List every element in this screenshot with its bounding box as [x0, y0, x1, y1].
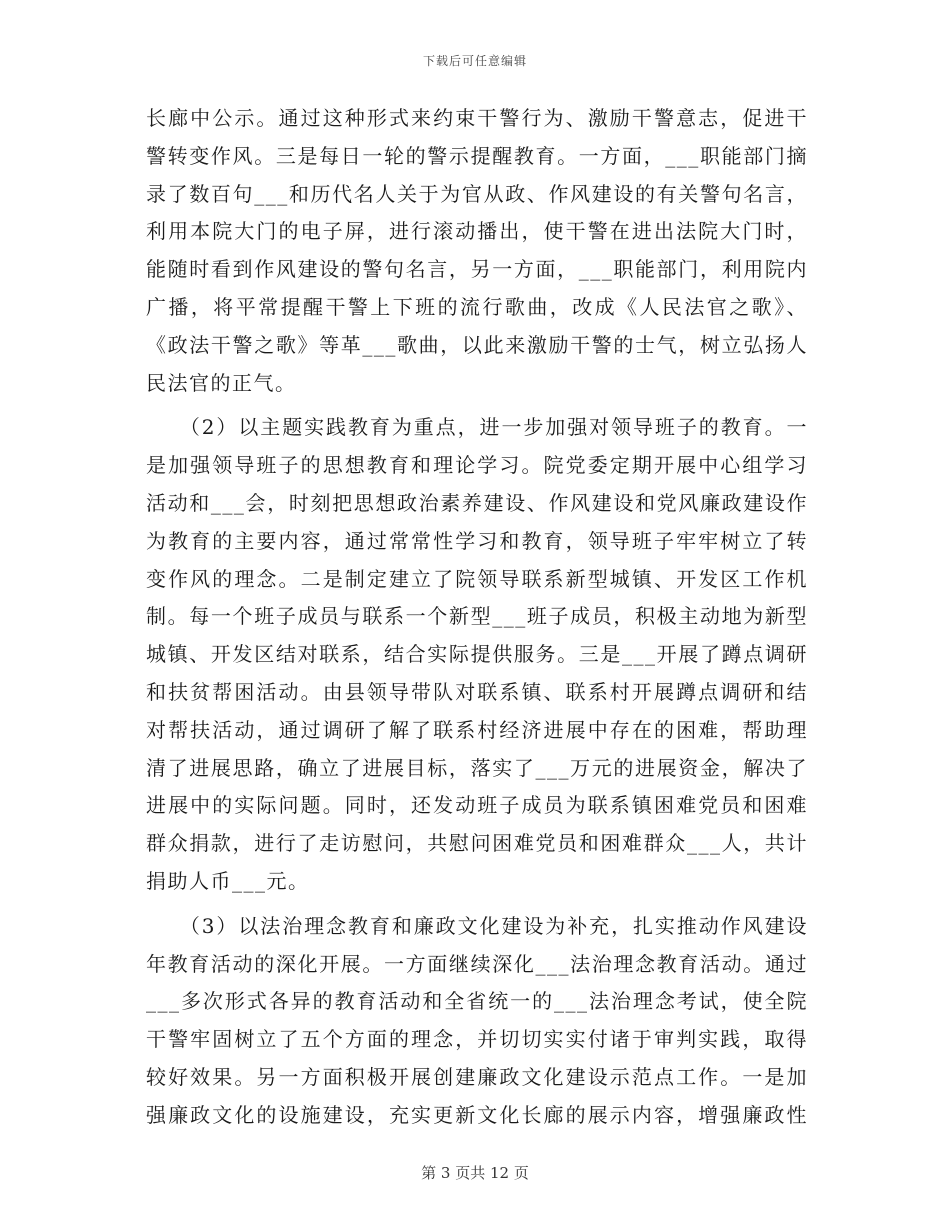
text-line: 录了数百句___和历代名人关于为官从政、作风建设的有关警句名言，: [146, 181, 808, 206]
text-line: 干警牢固树立了五个方面的理念，并切切实实付诸于审判实践，取得: [146, 1027, 808, 1052]
paragraph-1: [146, 100, 808, 402]
text-line: 清了进展思路，确立了进展目标，落实了___万元的进展资金，解决了: [146, 755, 808, 780]
text-line: 年教育活动的深化开展。一方面继续深化___法治理念教育活动。通过: [146, 951, 808, 976]
text-line: 捐助人币___元。: [146, 868, 310, 893]
text-line: 对帮扶活动，通过调研了解了联系村经济进展中存在的困难，帮助理: [146, 717, 808, 742]
text-line: 城镇、开发区结对联系，结合实际提供服务。三是___开展了蹲点调研: [146, 642, 808, 667]
text-line: 活动和___会，时刻把思想政治素养建设、作风建设和党风廉政建设作: [146, 490, 808, 515]
text-line: 较好效果。另一方面积极开展创建廉政文化建设示范点工作。一是加: [146, 1064, 808, 1089]
text-line: 利用本院大门的电子屏，进行滚动播出，使干警在进出法院大门时，: [146, 219, 808, 244]
text-line: 变作风的理念。二是制定建立了院领导联系新型城镇、开发区工作机: [146, 566, 808, 591]
paragraph-gap: [146, 901, 808, 908]
paragraph-3: [146, 908, 808, 1135]
text-line: 是加强领导班子的思想教育和理论学习。院党委定期开展中心组学习: [146, 453, 808, 478]
text-line: 群众捐款，进行了走访慰问，共慰问困难党员和困难群众___人，共计: [146, 831, 808, 856]
text-line: 制。每一个班子成员与联系一个新型___班子成员，积极主动地为新型: [146, 604, 808, 629]
text-line: （3）以法治理念教育和廉政文化建设为补充，扎实推动作风建设: [146, 913, 808, 938]
paragraph-gap: [146, 402, 808, 409]
text-line: 长廊中公示。通过这种形式来约束干警行为、激励干警意志，促进干: [146, 106, 808, 130]
paragraph-2: [146, 409, 808, 900]
text-line: 广播，将平常提醒干警上下班的流行歌曲，改成《人民法官之歌》、: [146, 294, 808, 319]
text-line: 和扶贫帮困活动。由县领导带队对联系镇、联系村开展蹲点调研和结: [146, 679, 808, 704]
page-footer: 第 3 页共 12 页: [421, 1164, 529, 1182]
document-body: [146, 100, 808, 1135]
text-line: ___多次形式各异的教育活动和全省统一的___法治理念考试，使全院: [146, 989, 808, 1014]
text-line: 强廉政文化的设施建设，充实更新文化长廊的展示内容，增强廉政性: [146, 1102, 808, 1127]
text-line: 警转变作风。三是每日一轮的警示提醒教育。一方面，___职能部门摘: [146, 143, 808, 168]
text-line: 民法官的正气。: [146, 370, 297, 395]
text-line: 进展中的实际问题。同时，还发动班子成员为联系镇困难党员和困难: [146, 793, 808, 818]
text-line: （2）以主题实践教育为重点，进一步加强对领导班子的教育。一: [146, 415, 808, 440]
text-line: 《政法干警之歌》等革___歌曲，以此来激励干警的士气，树立弘扬人: [146, 332, 808, 357]
text-line: 能随时看到作风建设的警句名言，另一方面，___职能部门，利用院内: [146, 257, 808, 282]
text-line: 为教育的主要内容，通过常常性学习和教育，领导班子牢牢树立了转: [146, 528, 808, 553]
page-header: 下载后可任意编辑: [422, 54, 527, 68]
